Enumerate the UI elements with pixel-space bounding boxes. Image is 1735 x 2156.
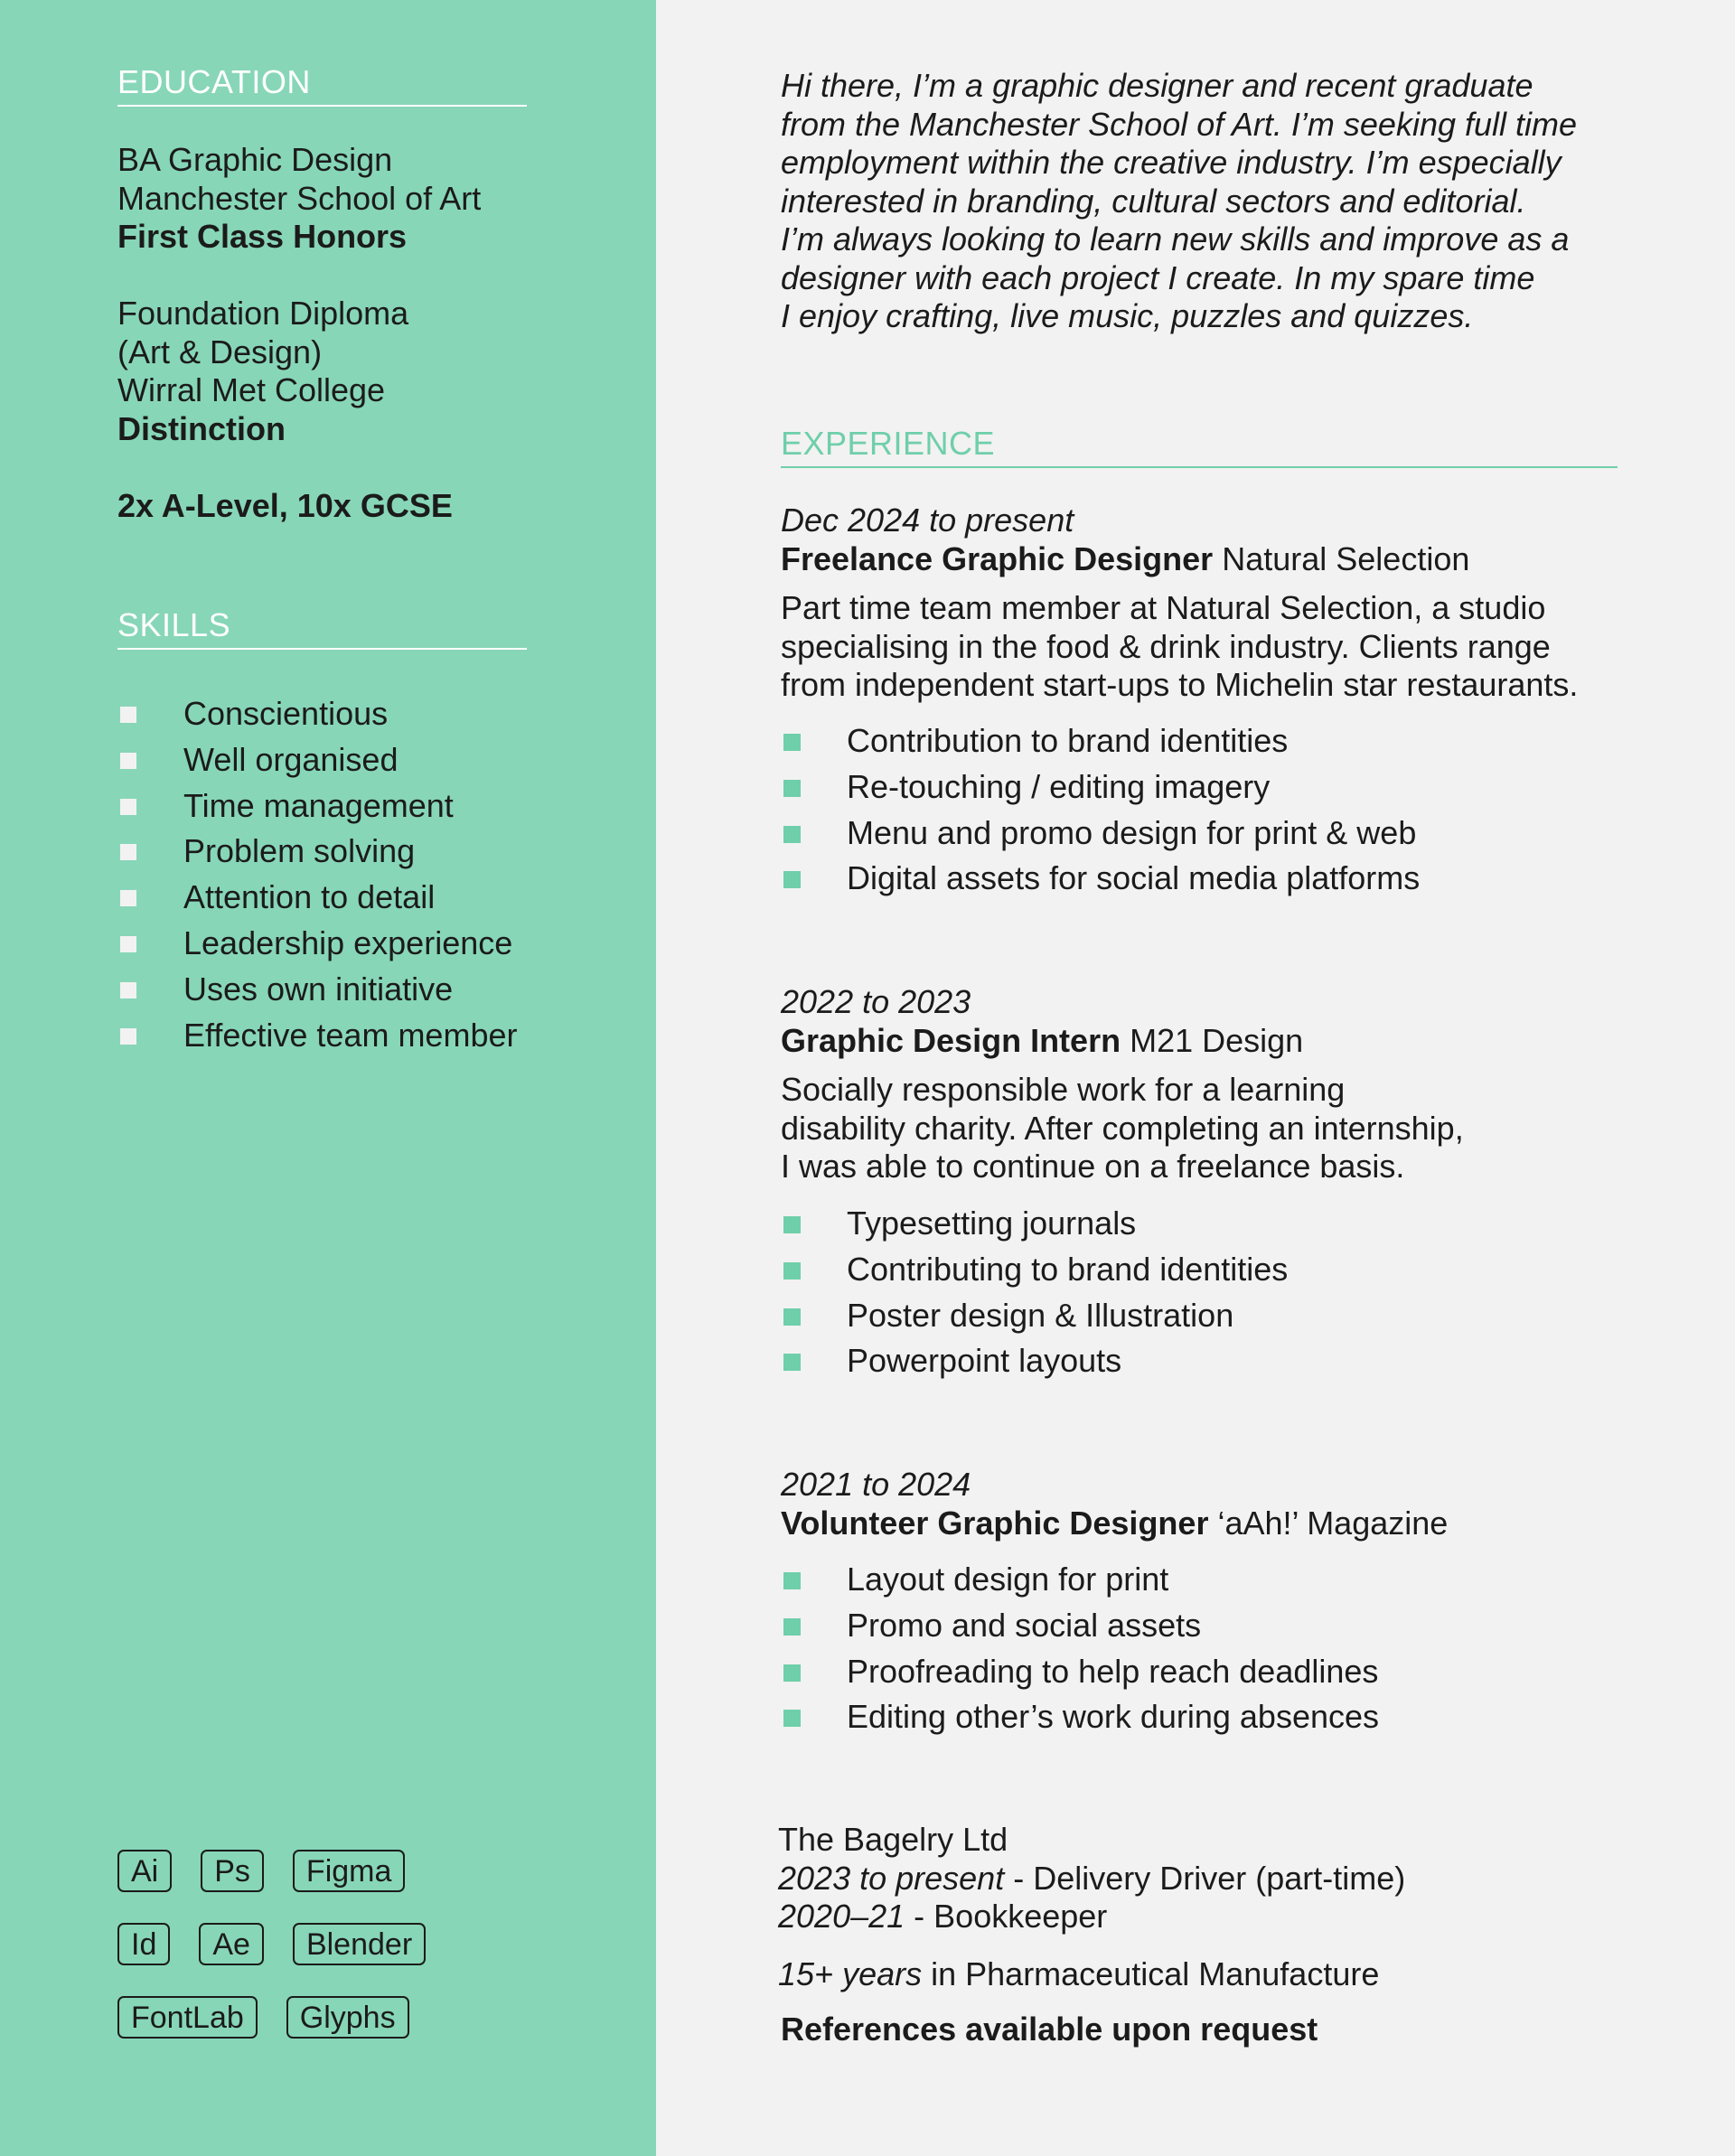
other-work-date: 2020–21 [778, 1898, 905, 1935]
software-row [117, 1850, 569, 1923]
education-other: 2x A-Level, 10x GCSE [117, 487, 453, 524]
job-bullet-item: Layout design for print [781, 1557, 1379, 1603]
job-description: Part time team member at Natural Selection, a studio specialising in the food & drink industry. Clients range from independent start-ups to Michelin star restaurants. [781, 589, 1579, 703]
job-title-line [781, 1505, 1648, 1543]
job-bullet-item: Poster design & Illustration [781, 1293, 1288, 1339]
bullet-square-icon [120, 844, 136, 860]
sidebar [0, 0, 656, 2156]
job-company: Natural Selection [1222, 539, 1470, 577]
other-work-date: 2023 to present [778, 1859, 1005, 1897]
job-bullet-item: Menu and promo design for print & web [781, 811, 1420, 857]
education-heading: EDUCATION [117, 63, 527, 107]
job-bullet-item: Typesetting journals [781, 1201, 1288, 1247]
job-bullet-item: Re-touching / editing imagery [781, 764, 1420, 811]
education-degree [117, 141, 481, 257]
software-tag: Blender [293, 1923, 426, 1965]
job-company: M21 Design [1130, 1021, 1304, 1059]
bullet-square-icon [783, 1710, 801, 1727]
pharma-years: 15+ years [778, 1954, 923, 1992]
skill-item: Well organised [117, 737, 517, 783]
job-role: Volunteer Graphic Designer [781, 1504, 1209, 1542]
experience-heading: EXPERIENCE [781, 425, 1618, 468]
skills-heading: SKILLS [117, 606, 527, 650]
job-date: Dec 2024 to present [781, 502, 1074, 539]
software-tag: Figma [293, 1850, 405, 1892]
skills-list [117, 691, 517, 1058]
bullet-square-icon [783, 1354, 801, 1371]
bullet-square-icon [120, 890, 136, 906]
degree-grade: First Class Honors [117, 218, 408, 255]
job-bullet-item: Editing other’s work during absences [781, 1694, 1379, 1740]
software-tag: Ps [201, 1850, 264, 1892]
software-row [117, 1923, 569, 1996]
other-work-entry: 2020–21 - Bookkeeper [778, 1898, 1108, 1935]
job-role: Freelance Graphic Designer [781, 539, 1214, 577]
software-tag: Id [117, 1923, 170, 1965]
job-description: Socially responsible work for a learning disability charity. After completing an internship, I was able to continue on a freelance basis. [781, 1071, 1464, 1185]
job-bullet-item: Contribution to brand identities [781, 718, 1420, 764]
bullet-square-icon [783, 780, 801, 797]
bullet-square-icon [120, 799, 136, 815]
bullet-square-icon [783, 1308, 801, 1326]
other-work-entry: 2023 to present - Delivery Driver (part-time) [778, 1859, 1406, 1897]
job-bullet-item: Proofreading to help reach deadlines [781, 1649, 1379, 1695]
other-work-role: Delivery Driver (part-time) [1033, 1859, 1406, 1897]
foundation-subtitle: (Art & Design) [117, 333, 323, 370]
skill-item: Time management [117, 783, 517, 830]
bullet-square-icon [120, 753, 136, 769]
job-bullet-item: Digital assets for social media platforms [781, 856, 1420, 902]
skill-item: Effective team member [117, 1013, 517, 1059]
skill-item: Conscientious [117, 691, 517, 737]
job-entry [781, 502, 1648, 705]
job-role: Graphic Design Intern [781, 1021, 1121, 1059]
job-entry [781, 983, 1648, 1186]
bullet-square-icon [120, 936, 136, 952]
software-tag: Ai [117, 1850, 172, 1892]
job-bullets [781, 718, 1420, 902]
foundation-title: Foundation Diploma [117, 295, 409, 332]
degree-school: Manchester School of Art [117, 179, 482, 217]
bullet-square-icon [783, 1572, 801, 1589]
software-tag: FontLab [117, 1996, 258, 2039]
bullet-square-icon [120, 707, 136, 723]
education-foundation [117, 295, 408, 448]
other-work [778, 1821, 1646, 1993]
software-tag: Glyphs [286, 1996, 409, 2039]
bullet-square-icon [783, 826, 801, 843]
job-bullet-item: Powerpoint layouts [781, 1338, 1288, 1384]
bullet-square-icon [120, 982, 136, 998]
job-title-line [781, 540, 1648, 579]
foundation-grade: Distinction [117, 409, 286, 447]
foundation-school: Wirral Met College [117, 371, 386, 408]
other-work-role: Bookkeeper [933, 1898, 1108, 1935]
job-date: 2022 to 2023 [781, 983, 971, 1020]
job-title-line [781, 1022, 1648, 1061]
bullet-square-icon [783, 1618, 801, 1636]
bullet-square-icon [120, 1028, 136, 1045]
job-bullet-item: Contributing to brand identities [781, 1247, 1288, 1293]
intro-paragraph: Hi there, I’m a graphic designer and recent graduate from the Manchester School of Art. I’m seeking full time employment within the creative industry. I’m especially interested in branding, cultural sectors and editorial. I’m always looking to learn new skills and improve as a designer with each project I create. In my spare time I enjoy crafting, live music, puzzles and quizzes. [781, 67, 1578, 334]
job-company: ‘aAh!’ Magazine [1217, 1504, 1449, 1542]
job-bullets [781, 1201, 1288, 1384]
software-tag: Ae [199, 1923, 264, 1965]
bullet-square-icon [783, 734, 801, 751]
bullet-square-icon [783, 871, 801, 888]
pharma-text: in Pharmaceutical Manufacture [922, 1954, 1380, 1992]
skill-item: Uses own initiative [117, 967, 517, 1013]
bullet-square-icon [783, 1216, 801, 1233]
job-bullets [781, 1557, 1379, 1740]
software-row [117, 1996, 569, 2069]
software-tags [117, 1850, 569, 2069]
main-content [656, 0, 1735, 2156]
skill-item: Problem solving [117, 829, 517, 875]
job-entry [781, 1466, 1648, 1542]
job-bullet-item: Promo and social assets [781, 1603, 1379, 1649]
skill-item: Leadership experience [117, 921, 517, 967]
pharma-experience [778, 1955, 1646, 1994]
bullet-square-icon [783, 1664, 801, 1682]
bullet-square-icon [783, 1262, 801, 1280]
skill-item: Attention to detail [117, 875, 517, 921]
job-date: 2021 to 2024 [781, 1466, 971, 1503]
degree-title: BA Graphic Design [117, 141, 393, 178]
references-note: References available upon request [781, 2011, 1318, 2048]
other-work-company: The Bagelry Ltd [778, 1821, 1008, 1858]
